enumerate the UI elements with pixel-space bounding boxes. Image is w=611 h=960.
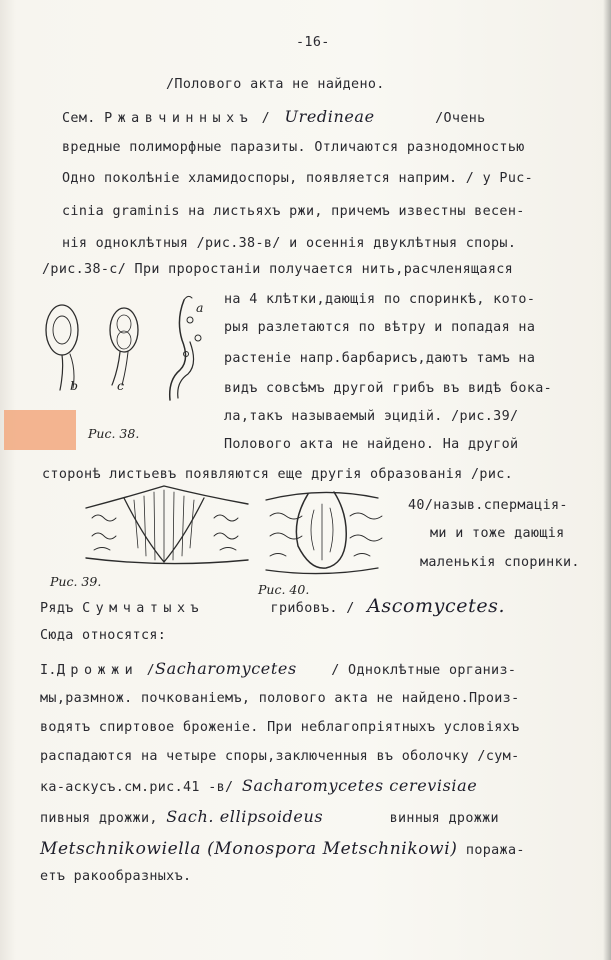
figure-39-caption: Рис. 39.: [50, 574, 102, 589]
figure-40-caption: Рис. 40.: [258, 582, 310, 597]
text-line-25: пивныя дрожжи, Sach. ellipsoideus винныя дрожжи: [40, 807, 499, 826]
figure-38-label-b: b: [70, 378, 79, 393]
page-number: -16-: [296, 35, 330, 50]
latin-ascomycetes: Ascomycetes.: [367, 595, 506, 617]
latin-sacharomycetes-cerevisiae: Sacharomycetes cerevisiae: [241, 776, 478, 795]
text-line-9: рыя разлетаются по вѣтру и попадая на: [224, 320, 536, 335]
text-line-12: ла,такъ называемый эцидій. /рис.39/: [224, 409, 519, 424]
latin-uredineae: Uredineae: [284, 107, 375, 126]
text-line-3: вредные полиморфные паразиты. Отличаются разнодомностью: [62, 140, 525, 155]
text-line-24: ка-аскусъ.см.рис.41 -в/ Sacharomycetes cerevisiae: [40, 776, 478, 795]
figure-40-drawing: [262, 480, 382, 580]
text-line-17: маленькія споринки.: [420, 555, 580, 570]
latin-sach-ellipsoideus: Sach. ellipsoideus: [166, 807, 324, 826]
figure-38-label-a: a: [196, 300, 204, 315]
text-line-21: мы,размнож. почкованіемъ, полового акта не найдено.Произ-: [40, 691, 520, 706]
text-line-22: водятъ спиртовое броженіе. При неблагопріятныхъ условіяхъ: [40, 720, 520, 735]
text-line-16: ми и тоже дающія: [430, 526, 565, 541]
latin-sacharomycetes: Sacharomycetes: [155, 659, 297, 678]
text-line-2: Сем. Ржавчинныхъ / Uredineae /Очень: [62, 107, 486, 126]
text-line-1: /Полового акта не найдено.: [166, 77, 385, 92]
text-line-4: Одно поколѣніе хламидоспоры, появляется наприм. / у Puc-: [62, 171, 534, 186]
text-line-27: етъ ракообразныхъ.: [40, 869, 192, 884]
family-heading: Сем. Ржавчинныхъ /: [62, 111, 271, 126]
text-line-13: Полового акта не найдено. На другой: [224, 437, 519, 452]
text-line-14: сторонѣ листьевъ появляются еще другія образованія /рис.: [42, 467, 514, 482]
text-line-19: Сюда относятся:: [40, 628, 167, 643]
text-line-11: видъ совсѣмъ другой грибъ въ видѣ бока-: [224, 381, 553, 396]
figure-38-drawing: [40, 290, 220, 420]
latin-metschnikowiella: Metschnikowiella (Monospora Metschnikowi): [40, 839, 458, 859]
figure-38-label-c: c: [117, 378, 125, 393]
text-line-26: Metschnikowiella (Monospora Metschnikowi) поража-: [40, 839, 525, 859]
text-line-20: I.Дрожжи /Sacharomycetes / Одноклѣтные организ-: [40, 659, 517, 678]
text-line-6: нія одноклѣтныя /рис.38-в/ и осеннія двуклѣтныя споры.: [62, 236, 517, 251]
text-line-18: Рядъ Сумчатыхъ грибовъ. / Ascomycetes.: [40, 595, 506, 617]
text-line-10: растеніе напр.барбарисъ,даютъ тамъ на: [224, 351, 536, 366]
text-line-15: 40/назыв.спермацiя-: [408, 498, 568, 513]
text-line-8: на 4 клѣтки,дающія по споринкѣ, кото-: [224, 292, 536, 307]
figure-38-caption: Рис. 38.: [88, 426, 140, 441]
text-line-7: /рис.38-с/ При проростаніи получается нить,расчленящаяся: [42, 262, 514, 277]
text-line-5: cinia graminis на листьяхъ ржи, причемъ известны весен-: [62, 204, 525, 219]
figure-39-drawing: [84, 478, 250, 570]
text-line-23: распадаются на четыре споры,заключенныя въ оболочку /сум-: [40, 749, 520, 764]
